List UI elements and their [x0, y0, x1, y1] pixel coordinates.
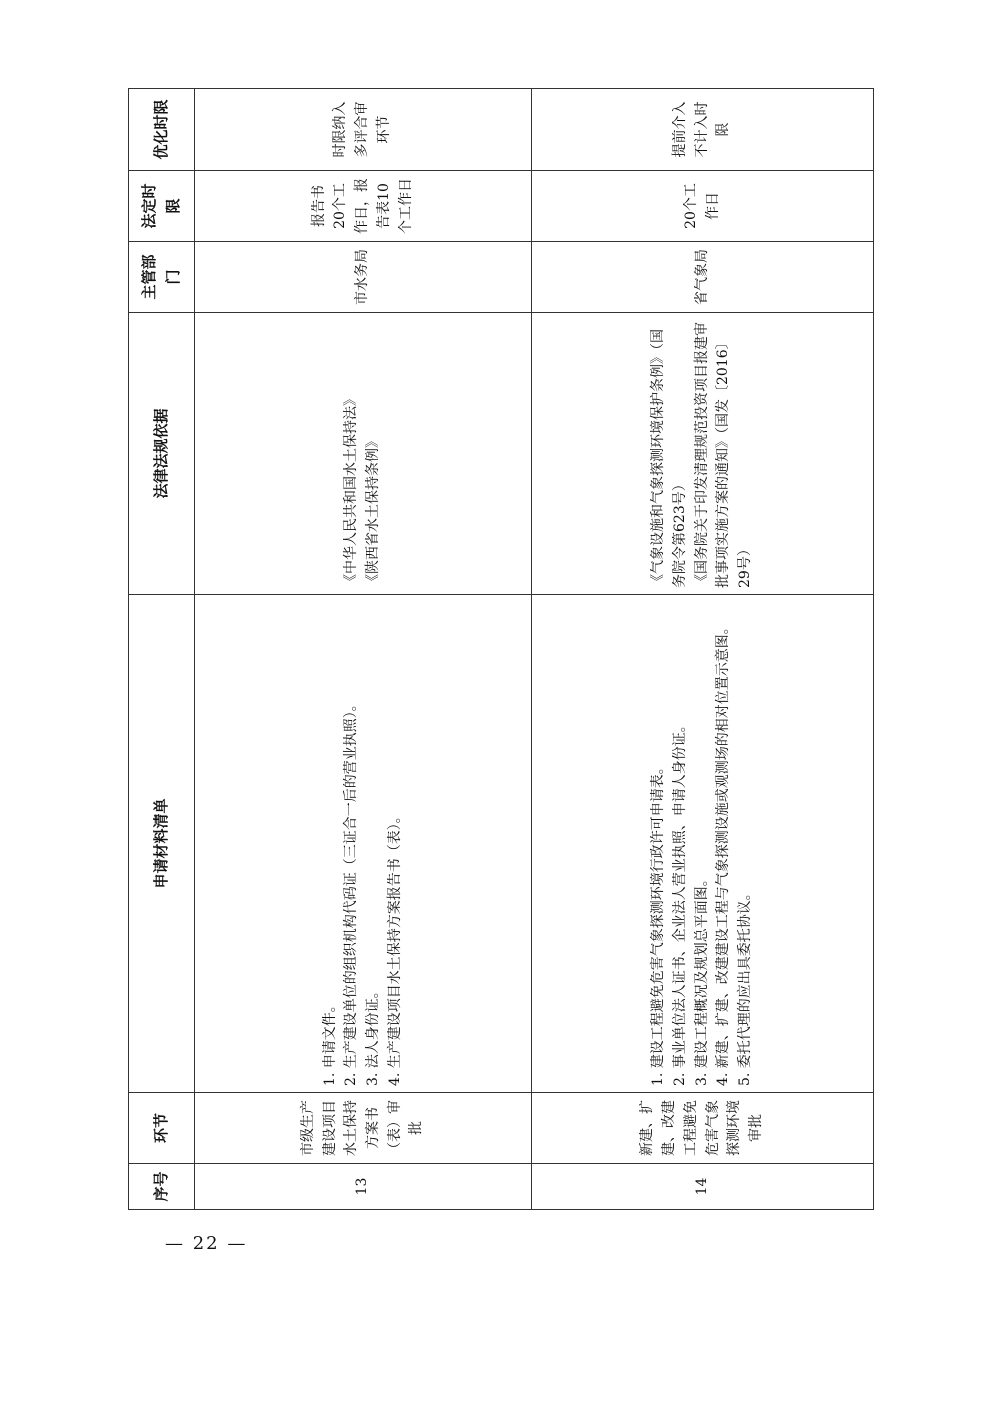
page-number: — 22 —: [165, 1233, 248, 1254]
rotated-table-canvas: [128, 99, 864, 1210]
row-number: 13: [195, 1164, 532, 1210]
material-item: 5. 委托代理的应出具委托协议。: [737, 886, 754, 1086]
optimized-limit-cell: 时限纳入多评合审环节: [195, 89, 532, 171]
table-row-13: [195, 89, 532, 1210]
law-item: 《陕西省水土保持条例》: [365, 434, 381, 588]
header-optimized-limit: 优化时限: [129, 89, 195, 171]
law-item: 《国务院关于印发清理规范投资项目报建审批事项实施方案的通知》（国发〔2016〕29号）: [693, 322, 754, 588]
optimized-limit-cell: 提前介入不计入时限: [532, 89, 874, 171]
law-item: 《气象设施和气象探测环境保护条例》（国务院令第623号）: [650, 329, 688, 588]
approval-table: [128, 88, 874, 1210]
materials-cell: [195, 595, 532, 1093]
header-materials: 申请材料清单: [129, 595, 195, 1093]
law-cell: [195, 313, 532, 595]
materials-cell: [532, 595, 874, 1093]
legal-limit-cell: 20个工作日: [532, 171, 874, 242]
material-item: 4. 新建、扩建、改建建设工程与气象探测设施或观测场的相对位置示意图。: [715, 620, 732, 1086]
table-row-14: [532, 89, 874, 1210]
rotated-table-container: [128, 99, 864, 1210]
header-dept: 主管部门: [129, 242, 195, 313]
header-no: 序号: [129, 1164, 195, 1210]
stage-cell: 市级生产建设项目水土保持方案书（表）审批: [195, 1093, 532, 1164]
row-number: 14: [532, 1164, 874, 1210]
material-item: 1. 申请文件。: [321, 998, 338, 1086]
dept-cell: 省气象局: [532, 242, 874, 313]
law-cell: [532, 313, 874, 595]
header-law: 法律法规依据: [129, 313, 195, 595]
header-stage: 环节: [129, 1093, 195, 1164]
material-item: 4. 生产建设项目水土保持方案报告书（表）。: [386, 809, 403, 1086]
material-item: 1. 建设工程避免危害气象探测环境行政许可申请表。: [650, 760, 667, 1086]
law-item: 《中华人民共和国水土保持法》: [343, 392, 360, 588]
material-item: 2. 生产建设单位的组织机构代码证（三证合一后的营业执照）。: [343, 697, 360, 1086]
legal-limit-cell: 报告书20个工作日，报告表10个工作日: [195, 171, 532, 242]
stage-cell: 新建、扩建、改建工程避免危害气象探测环境审批: [532, 1093, 874, 1164]
header-legal-limit: 法定时限: [129, 171, 195, 242]
material-item: 3. 建设工程概况及规划总平面图。: [693, 872, 710, 1086]
material-item: 2. 事业单位法人证书、企业法人营业执照、申请人身份证。: [671, 718, 688, 1086]
material-item: 3. 法人身份证。: [365, 984, 381, 1086]
header-row: [129, 89, 195, 1210]
dept-cell: 市水务局: [195, 242, 532, 313]
